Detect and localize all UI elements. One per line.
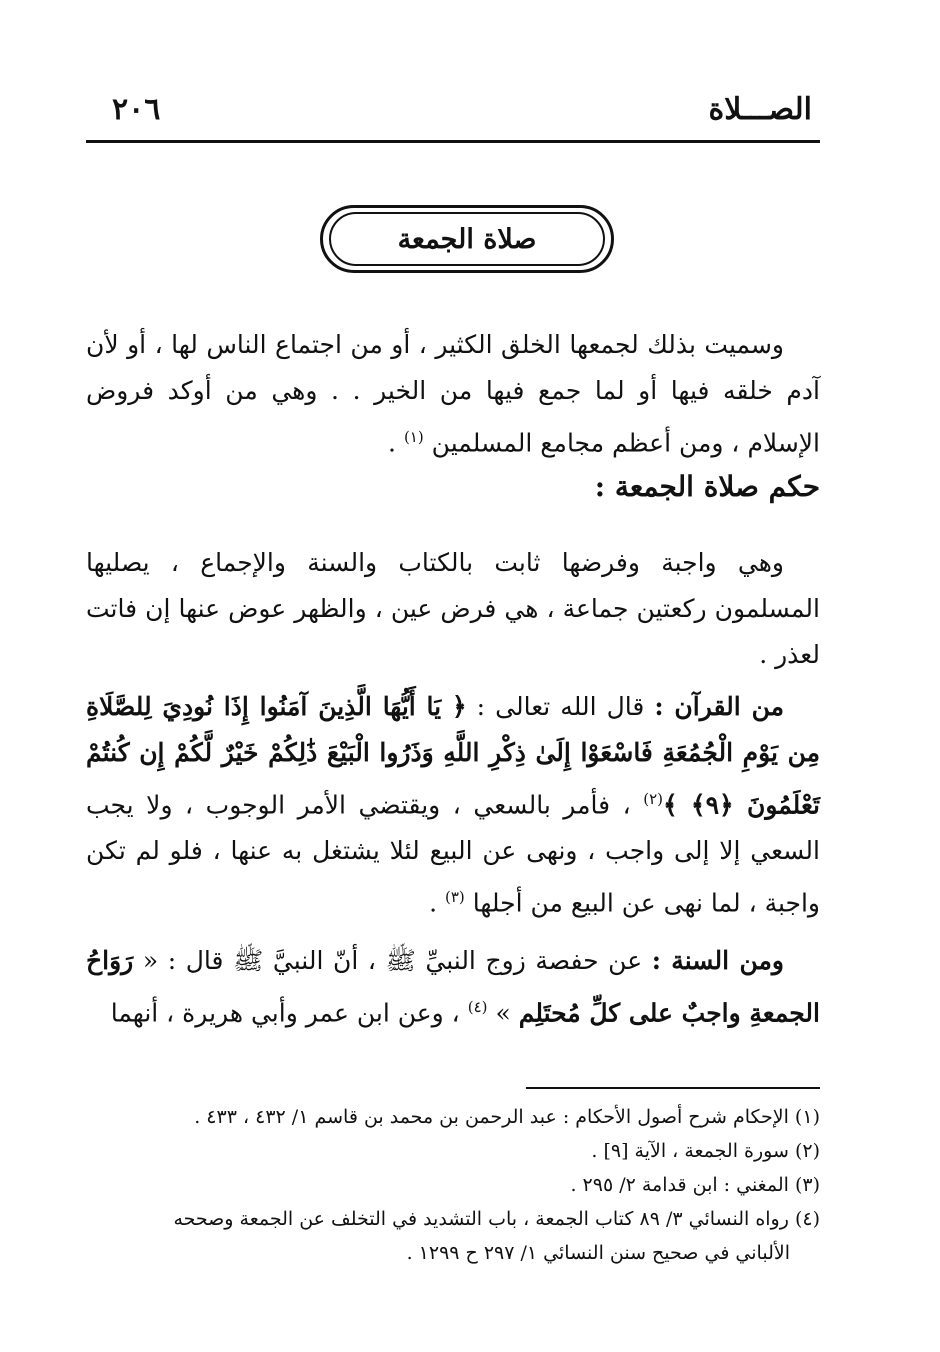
sunnah-text: ، وعن ابن عمر وأبي هريرة ، أنهما	[110, 998, 468, 1028]
footnote-4: (٤) رواه النسائي ٣/ ٨٩ كتاب الجمعة ، باب التشديد في التخلف عن الجمعة وصححه	[173, 1208, 820, 1230]
footnote-4-continued: الألباني في صحيح سنن النسائي ١/ ٢٩٧ ح ١٢٩٩ .	[406, 1242, 790, 1264]
footnote-ref-2[interactable]: (٢)	[643, 790, 663, 808]
sunnah-evidence-paragraph	[86, 938, 820, 1036]
quran-intro: قال الله تعالى :	[466, 692, 655, 721]
footnote-2: (٢) سورة الجمعة ، الآية [٩] .	[591, 1140, 820, 1162]
running-title: الصـــلاة	[708, 92, 812, 127]
footnote-ref-1[interactable]: (١)	[403, 428, 424, 446]
quran-end: .	[429, 888, 445, 918]
footnote-divider	[526, 1087, 820, 1089]
hadith-close: »	[495, 998, 519, 1028]
footnote-ref-3[interactable]: (٣)	[445, 888, 465, 907]
intro-text: وسميت بذلك لجمعها الخلق الكثير ، أو من اجتماع الناس لها ، أو لأن آدم خلقه فيها أو لما جمع فيها من الخير . . وهي من أوكد فروض الإسلام ، ومن أعظم مجامع المسلمين	[86, 330, 820, 458]
chapter-title: صلاة الجمعة	[397, 223, 537, 255]
ruling-text: وهي واجبة وفرضها ثابت بالكتاب والسنة والإجماع ، يصليها المسلمون ركعتين جماعة ، هي فرض عين ، والظهر عوض عنها إن فاتت لعذر .	[86, 548, 820, 669]
section-heading: حكم صلاة الجمعة :	[594, 470, 820, 503]
sunnah-intro: عن حفصة زوج النبيِّ ﷺ ، أنّ النبيَّ ﷺ قال : «	[133, 946, 652, 975]
ruling-paragraph	[86, 540, 820, 678]
hadith-text: رَوَاحُ الجمعةِ واجبٌ على كلِّ مُحتَلِم	[86, 946, 820, 1028]
footnote-3: (٣) المغني : ابن قدامة ٢/ ٢٩٥ .	[570, 1174, 820, 1196]
footnotes	[86, 1100, 820, 1270]
quran-label: من القرآن :	[654, 692, 784, 721]
quran-explanation: ، فأمر بالسعي ، ويقتضي الأمر الوجوب ، ولا يجب السعي إلا إلى واجب ، ونهى عن البيع لئلا يشتغل به عنها ، فلو لم تكن واجبة ، لما نهى عن البيع من أجلها	[86, 790, 820, 918]
quran-verse: ﴿ يَا أَيُّهَا الَّذِينَ آمَنُوا إِذَا نُودِيَ لِلصَّلَاةِ مِن يَوْمِ الْجُمُعَةِ فَاسْعَوْا إِلَىٰ ذِكْرِ اللَّهِ وَذَرُوا الْبَيْعَ ذَٰلِكُمْ خَيْرٌ لَّكُمْ إِن كُنتُمْ تَعْلَمُونَ ﴿٩﴾ ﴾	[86, 692, 820, 820]
page-number: ٢٠٦	[112, 92, 161, 127]
intro-end: .	[388, 428, 404, 458]
sunnah-label: ومن السنة :	[651, 946, 784, 975]
header-divider	[86, 140, 820, 143]
page-header	[86, 92, 820, 132]
quran-evidence-paragraph	[86, 684, 820, 927]
footnote-ref-4[interactable]: (٤)	[467, 998, 488, 1016]
chapter-title-frame	[320, 205, 614, 273]
intro-paragraph	[86, 322, 820, 466]
footnote-1: (١) الإحكام شرح أصول الأحكام : عبد الرحمن بن محمد بن قاسم ١/ ٤٣٢ ، ٤٣٣ .	[194, 1106, 820, 1128]
